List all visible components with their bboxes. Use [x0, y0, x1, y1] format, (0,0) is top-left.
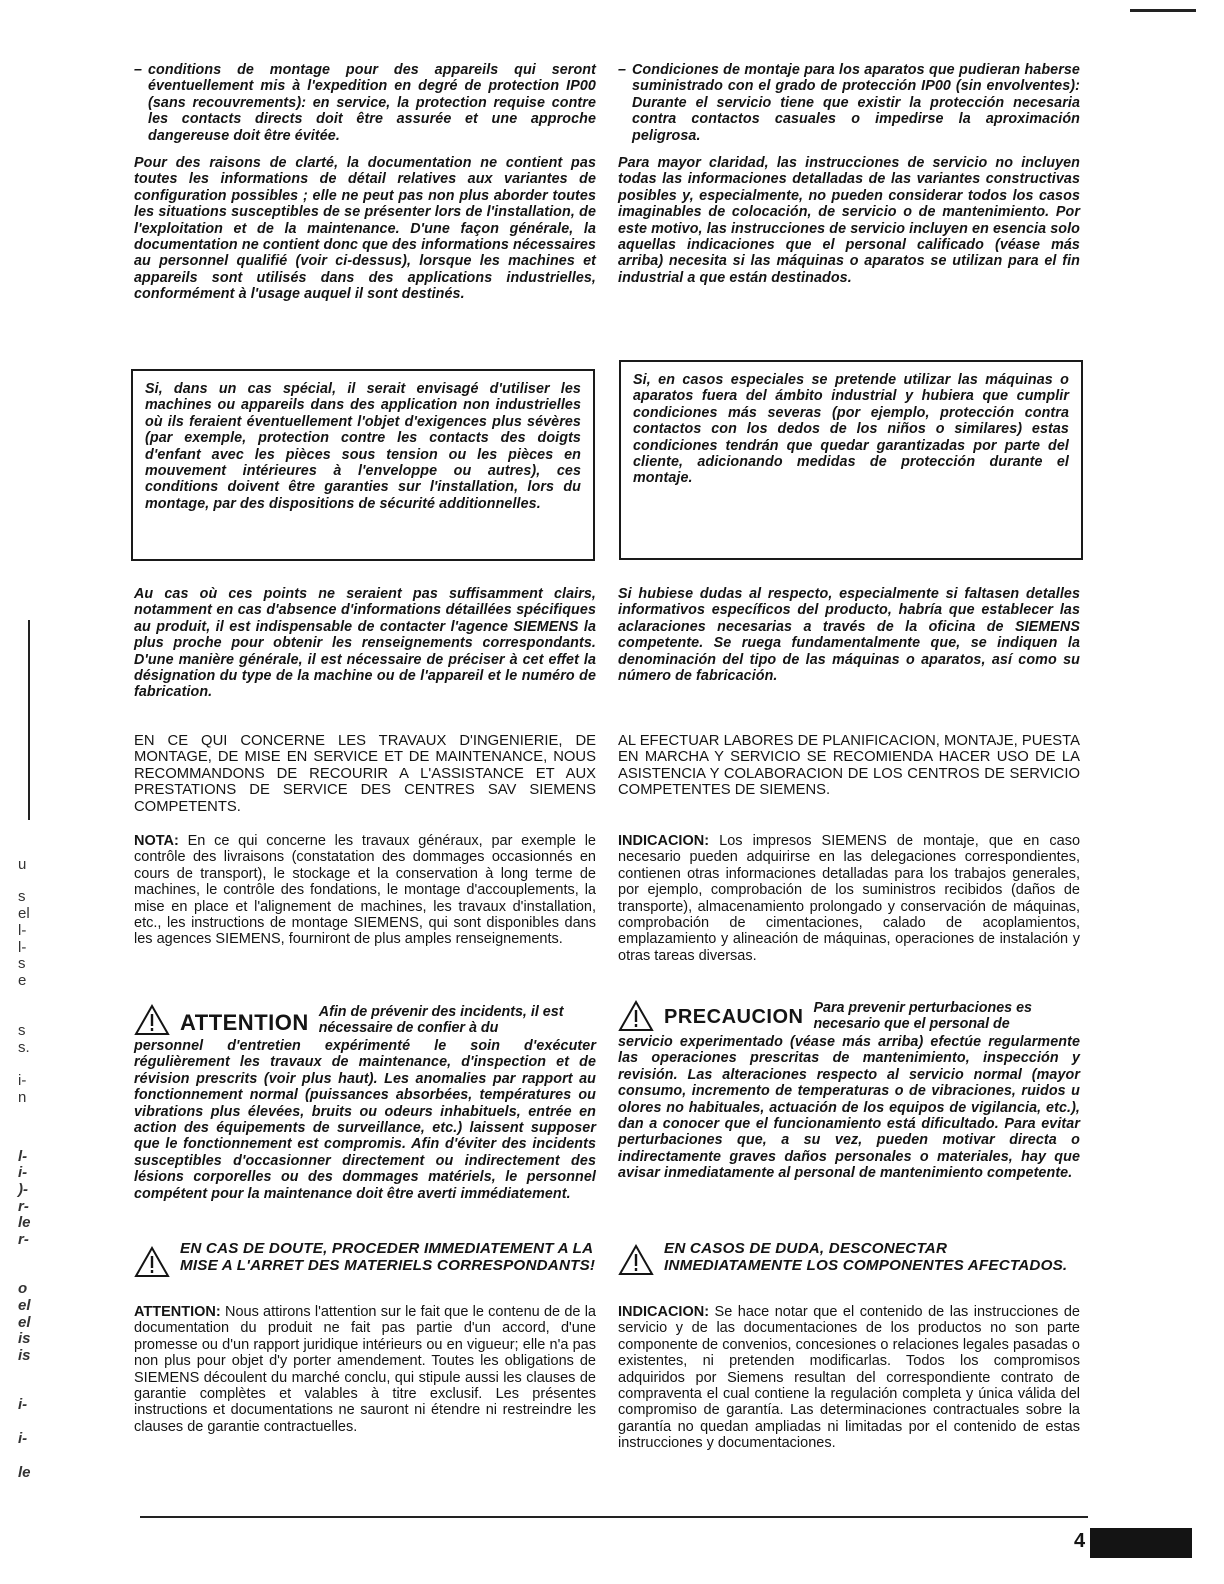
es-dash: – — [618, 62, 627, 78]
margin-fragment: n — [18, 1089, 27, 1106]
margin-fragment: e — [18, 972, 27, 989]
fr-ip00-paragraph — [134, 62, 596, 144]
es-doubt-warning: EN CASOS DE DUDA, DESCONECTAR INMEDIATAMENTE LOS COMPONENTES AFECTADOS. — [664, 1240, 1068, 1274]
es-indicacion-block — [618, 833, 1080, 964]
margin-fragment: o — [18, 1280, 28, 1297]
warning-triangle-icon — [618, 1244, 654, 1276]
margin-fragment: )- — [18, 1181, 28, 1198]
fr-attention-text: personnel d'entretien expérimenté le soin d'exécuter régulièrement les travaux de maintenance, d'inspection et de révision prescrits (voir plus haut). Les anomalies par rapport au fonctionnement normal (puissances absorbées, températures ou vibrations plus élevées, bruits ou odeurs inhabituels, entrée en action des équipements de surveillance, etc.) laissent supposer que le fonctionnement est compromis. Afin d'éviter des incidents susceptibles d'occasionner directement ou indirectement des lésions corporelles ou des dommages matériels, le personnel compétent pour la maintenance doit être averti immédiatement. — [134, 1038, 596, 1202]
fr-attention-block — [134, 1004, 596, 1202]
fr-service-recommendation: EN CE QUI CONCERNE LES TRAVAUX D'INGENIERIE, DE MONTAGE, DE MISE EN SERVICE ET DE MAINTENANCE, NOUS RECOMMANDONS DE RECOURIR A L'ASSISTANCE ET AUX PRESTATIONS DE SERVICE DES CENTRES SAV SIEMENS COMPETENTS. — [134, 733, 596, 815]
fr-attention-header — [134, 1004, 596, 1036]
es-service-block — [618, 733, 1080, 799]
es-precaucion-lead: Para prevenir perturbaciones es necesario que el personal de — [813, 1000, 1032, 1032]
warning-triangle-icon — [618, 1000, 654, 1032]
fr-legal-text: Nous attirons l'attention sur le fait que le contenu de de la documentation du produit ne fait pas partie d'un accord, d'une promesse ou d'un rapport juridique intérieurs ou en vigueur; elle n'a pas non plus pour objet d'y porter amendement. Toutes les obligations de SIEMENS découlent du marché conclu, qui stipule aussi les clauses de garantie complètes et valables à titre exclusif. Les présentes instructions et documentations ne sauront ni étendre ni restreindre les clauses de garantie contractuelles. — [134, 1304, 596, 1435]
footer-rule — [140, 1516, 1088, 1518]
fr-legal-label: ATTENTION: — [134, 1304, 221, 1320]
margin-fragment: le — [18, 1214, 31, 1231]
es-indicacion-label: INDICACION: — [618, 833, 710, 849]
margin-binding-line — [28, 620, 30, 820]
fr-clarity-paragraph: Pour des raisons de clarté, la documentation ne contient pas toutes les informations de détail relatives aux variantes de configuration possibles ; elle ne peut pas non plus aborder toutes les situations susceptibles de se présenter lors de l'installation, de l'exploitation et de la maintenance. D'une façon générale, la documentation ne contient donc que des informations nécessaires au personnel qualifié (voir ci-dessus), lorsque les machines et appareils sont utilisés dans des applications industrielles, conformément à l'usage auquel il sont destinés. — [134, 155, 596, 303]
margin-fragment: le — [18, 1464, 31, 1481]
es-clarity-block — [618, 155, 1080, 286]
fr-clarity-block — [134, 155, 596, 303]
fr-doubt-row — [134, 1240, 596, 1278]
margin-fragment: r- — [18, 1198, 29, 1215]
fr-nota-label: NOTA: — [134, 833, 179, 849]
fr-contact-block — [134, 586, 596, 701]
es-service-recommendation: AL EFECTUAR LABORES DE PLANIFICACION, MONTAJE, PUESTA EN MARCHA Y SERVICIO SE RECOMIENDA HACER USO DE LA ASISTENCIA Y COLABORACION DE LOS CENTROS DE SERVICIO COMPETENTES DE SIEMENS. — [618, 733, 1080, 799]
es-doubt-row — [618, 1240, 1080, 1276]
fr-attention-lead: Afin de prévenir des incidents, il est nécessaire de confier à du — [318, 1004, 564, 1036]
fr-attention-heading: ATTENTION — [180, 1010, 309, 1035]
margin-fragment: u — [18, 856, 27, 873]
warning-triangle-icon — [134, 1004, 170, 1036]
es-clarity-paragraph: Para mayor claridad, las instrucciones de servicio no incluyen todas las informaciones detalladas de las variantes constructivas posibles y, especialmente, no pueden considerar todos los casos imaginables de colocación, de servicio o de mantenimiento. Por este motivo, las instrucciones de servicio incluyen en esencia solo aquellas indicaciones que el personal calificado (véase más arriba) necesita si las máquinas o aparatos se utilizan para el fin industrial a que están destinados. — [618, 155, 1080, 286]
margin-fragment: l- — [18, 939, 27, 956]
fr-ip00-text: conditions de montage pour des appareils qui seront éventuellement mis à l'expedition en degré de protection IP00 (sans recouvrements): en service, la protection requise contre les contacts directs doit être assurée et une approche dangereuse doit être évitée. — [148, 62, 596, 144]
margin-fragment: el — [18, 1297, 31, 1314]
spanish-column — [618, 62, 1080, 144]
margin-fragment: is — [18, 1347, 31, 1364]
es-precaucion-block — [618, 1000, 1080, 1182]
margin-fragment: el — [18, 1314, 31, 1331]
fr-doubt-warning: EN CAS DE DOUTE, PROCEDER IMMEDIATEMENT A LA MISE A L'ARRET DES MATERIELS CORRESPONDANTS! — [180, 1240, 596, 1274]
margin-fragment: l- — [18, 1148, 28, 1165]
fr-dash: – — [134, 62, 143, 78]
margin-fragment: r- — [18, 1231, 29, 1248]
es-contact-paragraph: Si hubiese dudas al respecto, especialmente si faltasen detalles informativos específicos del producto, habría que establecer las aclaraciones necesarias a través de la oficina de SIEMENS competente. Se ruega fundamentalmente que, se indiquen la denominación del tipo de las máquinas o aparatos, así como su número de fabricación. — [618, 586, 1080, 685]
margin-fragment: s — [18, 888, 26, 905]
fr-special-case-text: Si, dans un cas spécial, il serait envisagé d'utiliser les machines ou appareils dans des application non industrielles où ils feraient éventuellement l'objet d'exigences plus sévères (par exemple, protection contre les contacts des doigts d'enfant avec les pièces sous tension ou les pièces en mouvement intérieures à l'enveloppe ou autres), ces conditions doivent être garanties sur l'installation, lors du montage, par des dispositions de sécurité additionnelles. — [145, 381, 581, 512]
fr-nota-text: En ce qui concerne les travaux généraux, par exemple le contrôle des livraisons (constatation des dommages occasionnés en cours de transport), le stockage et la conservation à long terme de machines, le contrôle des fondations, le montage d'accouplements, la mise en place et l'alignement de machines, les travaux d'installation, etc., les instructions de montage SIEMENS, qui sont disponibles dans les agences SIEMENS, fourniront de plus amples renseignements. — [134, 833, 596, 948]
margin-fragment: i- — [18, 1430, 28, 1447]
es-ip00-paragraph — [618, 62, 1080, 144]
es-precaucion-heading: PRECAUCION — [664, 1006, 804, 1028]
es-contact-block — [618, 586, 1080, 684]
es-precaucion-header — [618, 1000, 1080, 1032]
fr-nota-block — [134, 833, 596, 948]
page-number: 4 — [1074, 1530, 1086, 1552]
es-ip00-text: Condiciones de montaje para los aparatos que pudieran haberse suministrado con el grado de protección IP00 (sin envolventes): Durante el servicio tiene que existir la protección necesaria contra contactos casuales o impedirse la aproximación peligrosa. — [632, 62, 1080, 144]
margin-fragment: i- — [18, 1164, 28, 1181]
margin-fragment: s — [18, 955, 26, 972]
es-legal-text: Se hace notar que el contenido de las instrucciones de servicio y de las documentaciones de los productos no son parte componente de convenios, concesiones o relaciones legales pasadas o existentes, ni pretenden modificarlas. Todos los compromisos adquiridos por Siemens resultan del correspondiente contrato de compraventa el cual contiene la regulación completa y única válida del compromiso de garantía. Las determinaciones contractuales sobre la garantía no quedan ampliadas ni limitadas por el contenido de estas instrucciones y documentaciones. — [618, 1304, 1080, 1452]
margin-fragment: l- — [18, 922, 27, 939]
top-edge-rule — [1130, 9, 1196, 12]
fr-doubt-block — [134, 1240, 596, 1278]
es-indicacion-text: Los impresos SIEMENS de montaje, que en caso necesario pueden adquirirse en las delegaciones correspondientes, contienen otras informaciones detalladas para los trabajos generales, por ejemplo, comprobación de los suministros recibidos (daños de transporte), almacenamiento prolongado y conservación de máquinas, comprobación de cimentaciones, calado de acoplamientos, emplazamiento y alineación de máquinas, operaciones de instalación y otras tareas diversas. — [618, 833, 1081, 964]
french-column — [134, 62, 596, 144]
margin-fragment: is — [18, 1330, 31, 1347]
page-tab-marker — [1090, 1528, 1192, 1558]
es-legal-block — [618, 1304, 1080, 1452]
es-special-case-box — [619, 360, 1083, 560]
warning-triangle-icon — [134, 1246, 170, 1278]
es-special-case-text: Si, en casos especiales se pretende utilizar las máquinas o aparatos fuera del ámbito industrial y hubiera que cumplir condiciones más severas (por ejemplo, protección contra contactos con los dedos de los niños o similares) estas condiciones tendrán que quedar garantizadas por parte del cliente, adicionando medidas de protección durante el montaje. — [633, 372, 1069, 487]
margin-fragment: s — [18, 1022, 26, 1039]
fr-legal-block — [134, 1304, 596, 1435]
es-legal-label: INDICACION: — [618, 1304, 710, 1320]
fr-special-case-box — [131, 369, 595, 561]
margin-fragment: i- — [18, 1396, 28, 1413]
margin-fragment: s. — [18, 1039, 30, 1056]
margin-fragment: el — [18, 905, 30, 922]
fr-contact-paragraph: Au cas où ces points ne seraient pas suffisamment clairs, notamment en cas d'absence d'informations détaillées spécifiques au produit, il est indispensable de contacter l'agence SIEMENS la plus proche pour obtenir les renseignements correspondants. D'une manière générale, il est nécessaire de préciser à cet effet la désignation du type de la machine ou de l'appareil et le numéro de fabrication. — [134, 586, 596, 701]
es-precaucion-text: servicio experimentado (véase más arriba) efectúe regularmente las operaciones prescritas de mantenimiento, inspección y revisión. Las alteraciones respecto al servicio normal (mayor consumo, incremento de temperaturas o de vibraciones, ruidos u olores no habituales, actuación de los equipos de vigilancia, etc.), dan a conocer que el funcionamiento está dificultado. Para evitar perturbaciones que, a su vez, pueden motivar directa o indirectamente graves daños personales o materiales, hay que avisar inmediatamente al personal de mantenimiento competente. — [618, 1034, 1080, 1182]
margin-fragment: i- — [18, 1072, 27, 1089]
es-doubt-block — [618, 1240, 1080, 1276]
fr-service-block — [134, 733, 596, 815]
